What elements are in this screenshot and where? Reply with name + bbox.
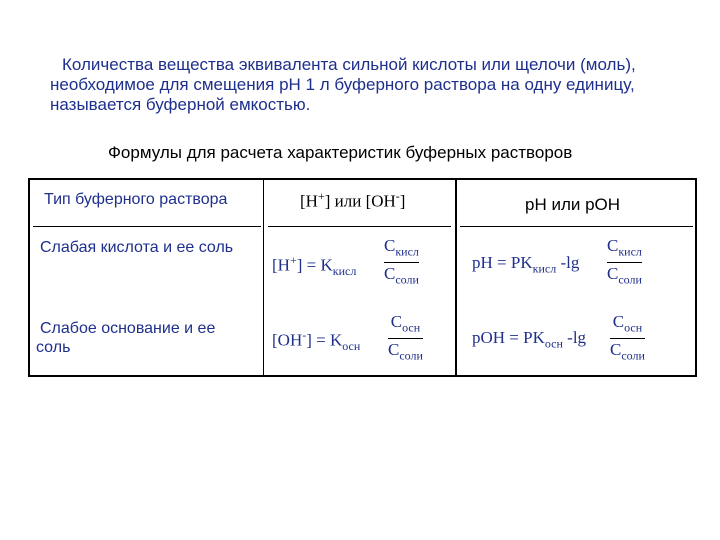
table-col-divider-1 [263,178,264,377]
row1-ph-bar [607,262,642,263]
row1-conc-eq: ] = K [296,255,333,275]
intro-line-2: необходимое для смещения pH 1 л буферного раствора на одну единицу, [50,75,635,94]
row1-ph-pk: pH = PK [472,253,533,272]
header-ph: pH или pOH [525,195,621,214]
header-underline-1 [33,226,261,227]
table-bottom-border [28,375,697,377]
table-top-border [28,178,697,180]
row2-conc-bar [388,338,423,339]
row1-ph-den: $C_{соли}$ [607,264,642,287]
row2-ph-fraction [610,312,645,366]
row1-conc-den: $C_{соли}$ [384,264,419,287]
table-heading: Формулы для расчета характеристик буферных растворов [108,143,573,162]
header-conc-close: ] [399,191,406,211]
row2-conc-den: $C_{соли}$ [388,340,423,363]
row1-conc-k-sub: кисл [332,264,357,279]
row1-conc-sup: + [289,253,297,267]
row2-ph-pk: pOH = PK [472,328,545,347]
row2-ph-lg: -lg [562,328,587,347]
header-underline-2 [268,226,451,227]
row2-ph-bar [610,338,645,339]
row1-conc-lhs [272,253,356,279]
row2-ph-den: $C_{соли}$ [610,340,645,363]
row2-type-line1: Слабое основание и ее [40,320,216,337]
row1-ph-fraction [607,236,642,290]
row1-ph-lg: -lg [556,253,580,272]
intro-paragraph [50,55,690,115]
row2-conc-lhs [272,328,360,354]
row1-type-line1: Слабая кислота и ее соль [40,239,234,256]
row2-conc-eq: ] = K [306,330,343,350]
row2-conc-fraction [388,312,423,366]
row1-conc-num: $C_{кисл}$ [384,236,419,259]
row2-conc-oh: [OH [272,330,303,350]
row2-conc-k-sub: осн [342,339,361,354]
row2-ph-lhs [472,328,586,351]
header-conc-mid: ] или [OH [324,191,396,211]
row1-conc-h: [H [272,255,290,275]
header-conc-h: [H [300,191,318,211]
row1-conc-bar [384,262,419,263]
header-underline-3 [460,226,693,227]
row1-conc-fraction [384,236,419,290]
table-right-border [695,178,697,377]
row2-conc-sup: - [302,328,307,342]
intro-line-3: называется буферной емкостью. [50,95,311,114]
row2-ph-num: $C_{осн}$ [612,312,643,335]
intro-line-1: Количества вещества эквивалента сильной кислоты или щелочи (моль), [62,55,636,74]
row1-ph-num: $C_{кисл}$ [607,236,642,259]
table-col-divider-2 [455,178,457,377]
row2-conc-num: $C_{осн}$ [390,312,421,335]
row2-type [36,319,215,357]
header-concentration [300,189,405,212]
row1-ph-lhs [472,253,579,276]
row1-ph-k-sub: кисл [532,261,557,276]
header-conc-sup-plus: + [317,189,325,203]
row2-ph-k-sub: осн [544,336,563,351]
table-left-border [28,178,30,377]
row1-type [40,238,233,257]
header-type: Тип буферного раствора [44,191,228,208]
header-conc-sup-minus: - [395,189,400,203]
row2-type-line2: соль [36,339,71,356]
